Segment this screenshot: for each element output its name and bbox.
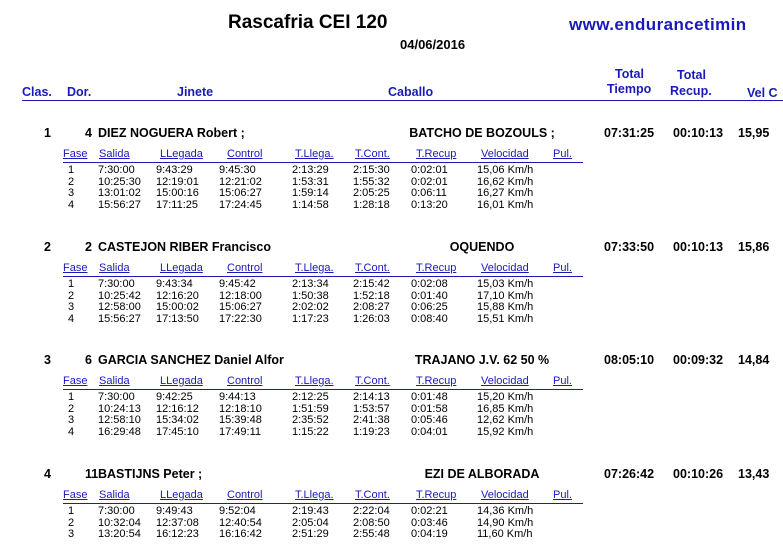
- phase-cell: 3: [68, 301, 75, 313]
- subcol-salida: Salida: [99, 489, 130, 501]
- phase-cell: 2:35:52: [292, 414, 329, 426]
- subcol-tllega: T.Llega.: [295, 375, 334, 387]
- phase-cell: 17:24:45: [219, 198, 262, 211]
- phase-cell: 2:19:43: [292, 505, 329, 517]
- phase-cell: 2:08:50: [353, 516, 390, 529]
- phase-cell: 16:16:42: [219, 528, 262, 540]
- subcol-fase: Fase: [63, 375, 88, 387]
- phase-cell: 2:12:25: [292, 391, 329, 403]
- phase-cell: 16,01 Km/h: [477, 198, 534, 211]
- col-vel: Vel C: [747, 86, 778, 100]
- phase-cell: 1:53:57: [353, 402, 390, 415]
- subcol-tllega: T.Llega.: [295, 148, 334, 160]
- entry-rider: CASTEJON RIBER Francisco: [98, 240, 271, 254]
- phase-cell: 12:18:00: [219, 289, 262, 302]
- subcol-tcont: T.Cont.: [355, 375, 390, 387]
- phase-cell: 1: [68, 505, 75, 517]
- subcol-pul: Pul.: [553, 375, 572, 387]
- page-title: Rascafria CEI 120: [228, 12, 388, 33]
- entry-rider: DIEZ NOGUERA Robert ;: [98, 126, 245, 140]
- phase-cell: 0:06:25: [411, 301, 448, 313]
- phase-cell: 10:32:04: [98, 516, 141, 529]
- phase-cell: 0:03:46: [411, 516, 448, 529]
- phase-cell: 12:58:00: [98, 301, 141, 313]
- phase-cell: 1:15:22: [292, 425, 329, 438]
- phase-cell: 7:30:00: [98, 391, 135, 403]
- subcol-tcont: T.Cont.: [355, 489, 390, 501]
- entry-rider: GARCIA SANCHEZ Daniel Alfor: [98, 353, 284, 367]
- phase-cell: 2:13:34: [292, 278, 329, 290]
- phase-cell: 15:34:02: [156, 414, 199, 426]
- col-total-tiempo-line2: Tiempo: [607, 82, 652, 96]
- phase-cell: 2: [68, 175, 75, 188]
- entry-speed: 14,84: [738, 353, 770, 367]
- phase-cell: 2:51:29: [292, 528, 329, 540]
- entry-horse: EZI DE ALBORADA: [424, 467, 540, 481]
- phase-cell: 12:37:08: [156, 516, 199, 529]
- col-caballo: Caballo: [388, 85, 434, 99]
- entry-speed: 15,86: [738, 240, 770, 254]
- phase-cell: 0:02:01: [411, 164, 448, 176]
- col-dor: Dor.: [67, 85, 92, 99]
- subcol-salida: Salida: [99, 375, 130, 387]
- phase-cell: 0:02:08: [411, 278, 448, 290]
- phase-cell: 16,62 Km/h: [477, 175, 534, 188]
- phase-cell: 13:01:02: [98, 187, 141, 199]
- phase-cell: 16,85 Km/h: [477, 402, 534, 415]
- phase-cell: 15,88 Km/h: [477, 301, 534, 313]
- phase-cell: 12:40:54: [219, 516, 262, 529]
- phase-cell: 15:06:27: [219, 301, 262, 313]
- col-total-recup-line1: Total: [677, 68, 706, 82]
- entry-rider: BASTIJNS Peter ;: [98, 467, 203, 481]
- phase-cell: 9:43:34: [156, 278, 193, 290]
- phase-cell: 15:06:27: [219, 187, 262, 199]
- phase-cell: 12:18:10: [219, 402, 262, 415]
- subcol-control: Control: [227, 375, 263, 387]
- subcol-pul: Pul.: [553, 262, 572, 274]
- entry-clas: 1: [44, 126, 51, 140]
- phase-cell: 0:04:19: [411, 528, 448, 540]
- phase-cell: 15,51 Km/h: [477, 312, 534, 325]
- phase-cell: 0:08:40: [411, 312, 448, 325]
- subcol-tcont: T.Cont.: [355, 148, 390, 160]
- phase-cell: 1:59:14: [292, 187, 329, 199]
- phase-cell: 0:04:01: [411, 425, 448, 438]
- phase-cell: 11,60 Km/h: [477, 528, 533, 540]
- phase-cell: 2:08:27: [353, 301, 390, 313]
- phase-cell: 7:30:00: [98, 164, 135, 176]
- phase-cell: 12:16:20: [156, 289, 199, 302]
- phase-cell: 0:01:40: [411, 289, 448, 302]
- subcol-trecup: T.Recup: [416, 375, 457, 387]
- phase-cell: 1:26:03: [353, 312, 390, 325]
- phase-cell: 4: [68, 198, 75, 211]
- phase-cell: 13:20:54: [98, 528, 141, 540]
- phase-cell: 1: [68, 278, 75, 290]
- entry-dorsal: 4: [85, 126, 92, 140]
- entry-total-time: 07:33:50: [604, 240, 655, 254]
- phase-cell: 12:21:02: [219, 175, 262, 188]
- phase-cell: 2:22:04: [353, 505, 390, 517]
- subcol-salida: Salida: [99, 262, 130, 274]
- phase-cell: 4: [68, 312, 75, 325]
- phase-cell: 9:43:29: [156, 164, 193, 176]
- phase-cell: 7:30:00: [98, 505, 135, 517]
- entry-total-recovery: 00:10:26: [673, 467, 724, 481]
- entry-total-time: 08:05:10: [604, 353, 655, 367]
- phase-cell: 1:51:59: [292, 402, 329, 415]
- phase-cell: 17:22:30: [219, 312, 262, 325]
- event-date: 04/06/2016: [400, 37, 466, 52]
- entry-horse: BATCHO DE BOZOULS ;: [409, 126, 555, 140]
- subcol-tcont: T.Cont.: [355, 262, 390, 274]
- phase-cell: 3: [68, 414, 75, 426]
- phase-cell: 0:02:01: [411, 175, 448, 188]
- subcol-fase: Fase: [63, 262, 88, 274]
- phase-cell: 17:49:11: [219, 425, 262, 438]
- subcol-velocidad: Velocidad: [481, 262, 529, 274]
- entry-dorsal: 2: [85, 240, 92, 254]
- phase-cell: 1:52:18: [353, 289, 390, 302]
- phase-cell: 12:19:01: [156, 175, 199, 188]
- subcol-velocidad: Velocidad: [481, 489, 529, 501]
- col-clas: Clas.: [22, 85, 52, 99]
- subcol-control: Control: [227, 489, 263, 501]
- phase-cell: 12:58:10: [98, 414, 141, 426]
- header-divider: [22, 100, 783, 101]
- subcol-control: Control: [227, 148, 263, 160]
- entry-clas: 2: [44, 240, 51, 254]
- phase-cell: 2:41:38: [353, 414, 390, 426]
- phase-cell: 9:44:13: [219, 391, 256, 403]
- subcol-llegada: LLegada: [160, 148, 203, 160]
- phase-cell: 15:39:48: [219, 414, 262, 426]
- phase-cell: 14,90 Km/h: [477, 516, 534, 529]
- subcol-control: Control: [227, 262, 263, 274]
- subcol-tllega: T.Llega.: [295, 262, 334, 274]
- entry-clas: 3: [44, 353, 51, 367]
- phase-cell: 0:01:48: [411, 391, 448, 403]
- entry-speed: 13,43: [738, 467, 770, 481]
- entry-total-recovery: 00:09:32: [673, 353, 724, 367]
- phase-cell: 2:15:30: [353, 164, 390, 176]
- phase-cell: 17:45:10: [156, 425, 199, 438]
- phase-cell: 0:05:46: [411, 414, 448, 426]
- entry-total-recovery: 00:10:13: [673, 126, 724, 140]
- phase-cell: 17:13:50: [156, 312, 199, 325]
- website-link[interactable]: www.endurancetimin: [569, 15, 747, 34]
- entry-dorsal: 11: [85, 467, 99, 481]
- entry-speed: 15,95: [738, 126, 770, 140]
- phase-cell: 16:12:23: [156, 528, 199, 540]
- phase-cell: 9:42:25: [156, 391, 193, 403]
- subcol-fase: Fase: [63, 148, 88, 160]
- phase-cell: 10:25:30: [98, 175, 141, 188]
- phase-cell: 17,10 Km/h: [477, 289, 534, 302]
- phase-cell: 12,62 Km/h: [477, 414, 534, 426]
- subcol-trecup: T.Recup: [416, 262, 457, 274]
- phase-cell: 12:16:12: [156, 402, 199, 415]
- phase-cell: 1:19:23: [353, 425, 390, 438]
- phase-cell: 1: [68, 391, 75, 403]
- phase-cell: 2:14:13: [353, 391, 390, 403]
- entry-clas: 4: [44, 467, 51, 481]
- phase-cell: 2:13:29: [292, 164, 329, 176]
- phase-header-divider: [63, 162, 583, 163]
- col-total-recup-line2: Recup.: [670, 84, 712, 98]
- phase-cell: 10:24:13: [98, 402, 141, 415]
- entry-horse: TRAJANO J.V. 62 50 %: [414, 353, 550, 367]
- phase-cell: 1:28:18: [353, 198, 390, 211]
- phase-cell: 0:01:58: [411, 402, 448, 415]
- phase-cell: 9:45:42: [219, 278, 256, 290]
- subcol-fase: Fase: [63, 489, 88, 501]
- phase-cell: 2:55:48: [353, 528, 390, 540]
- col-total-tiempo-line1: Total: [615, 67, 644, 81]
- subcol-llegada: LLegada: [160, 489, 203, 501]
- subcol-trecup: T.Recup: [416, 148, 457, 160]
- phase-cell: 15,06 Km/h: [477, 164, 534, 176]
- phase-cell: 2: [68, 289, 75, 302]
- subcol-velocidad: Velocidad: [481, 148, 529, 160]
- phase-cell: 15:56:27: [98, 198, 141, 211]
- phase-cell: 2:05:25: [353, 187, 390, 199]
- phase-cell: 3: [68, 528, 75, 540]
- phase-header-divider: [63, 389, 583, 390]
- phase-cell: 15:00:02: [156, 301, 199, 313]
- phase-cell: 2:02:02: [292, 301, 329, 313]
- phase-cell: 2:05:04: [292, 516, 329, 529]
- phase-cell: 15:00:16: [156, 187, 199, 199]
- phase-cell: 0:02:21: [411, 505, 448, 517]
- subcol-velocidad: Velocidad: [481, 375, 529, 387]
- entry-total-time: 07:26:42: [604, 467, 655, 481]
- phase-cell: 1: [68, 164, 75, 176]
- phase-cell: 2: [68, 402, 75, 415]
- phase-cell: 0:06:11: [411, 187, 447, 199]
- phase-cell: 15,92 Km/h: [477, 425, 534, 438]
- subcol-trecup: T.Recup: [416, 489, 457, 501]
- entry-total-recovery: 00:10:13: [673, 240, 724, 254]
- phase-cell: 3: [68, 187, 75, 199]
- phase-cell: 15:56:27: [98, 312, 141, 325]
- phase-cell: 1:14:58: [292, 198, 329, 211]
- subcol-pul: Pul.: [553, 489, 572, 501]
- phase-cell: 9:49:43: [156, 505, 193, 517]
- phase-header-divider: [63, 276, 583, 277]
- entry-dorsal: 6: [85, 353, 92, 367]
- phase-cell: 16:29:48: [98, 425, 141, 438]
- phase-cell: 1:50:38: [292, 289, 329, 302]
- phase-cell: 14,36 Km/h: [477, 505, 534, 517]
- phase-cell: 15,20 Km/h: [477, 391, 534, 403]
- col-jinete: Jinete: [177, 85, 214, 99]
- phase-cell: 16,27 Km/h: [477, 187, 534, 199]
- subcol-tllega: T.Llega.: [295, 489, 334, 501]
- subcol-llegada: LLegada: [160, 375, 203, 387]
- phase-cell: 4: [68, 425, 75, 438]
- subcol-salida: Salida: [99, 148, 130, 160]
- entry-total-time: 07:31:25: [604, 126, 655, 140]
- phase-cell: 7:30:00: [98, 278, 135, 290]
- phase-cell: 1:55:32: [353, 175, 390, 188]
- phase-header-divider: [63, 503, 583, 504]
- phase-cell: 9:45:30: [219, 164, 256, 176]
- phase-cell: 2: [68, 516, 75, 529]
- subcol-llegada: LLegada: [160, 262, 203, 274]
- subcol-pul: Pul.: [553, 148, 572, 160]
- phase-cell: 17:11:25: [156, 198, 199, 211]
- phase-cell: 9:52:04: [219, 505, 256, 517]
- phase-cell: 15,03 Km/h: [477, 278, 534, 290]
- phase-cell: 2:15:42: [353, 278, 390, 290]
- phase-cell: 0:13:20: [411, 198, 448, 211]
- phase-cell: 10:25:42: [98, 289, 141, 302]
- phase-cell: 1:17:23: [292, 312, 329, 325]
- entry-horse: OQUENDO: [449, 240, 515, 254]
- phase-cell: 1:53:31: [292, 175, 329, 188]
